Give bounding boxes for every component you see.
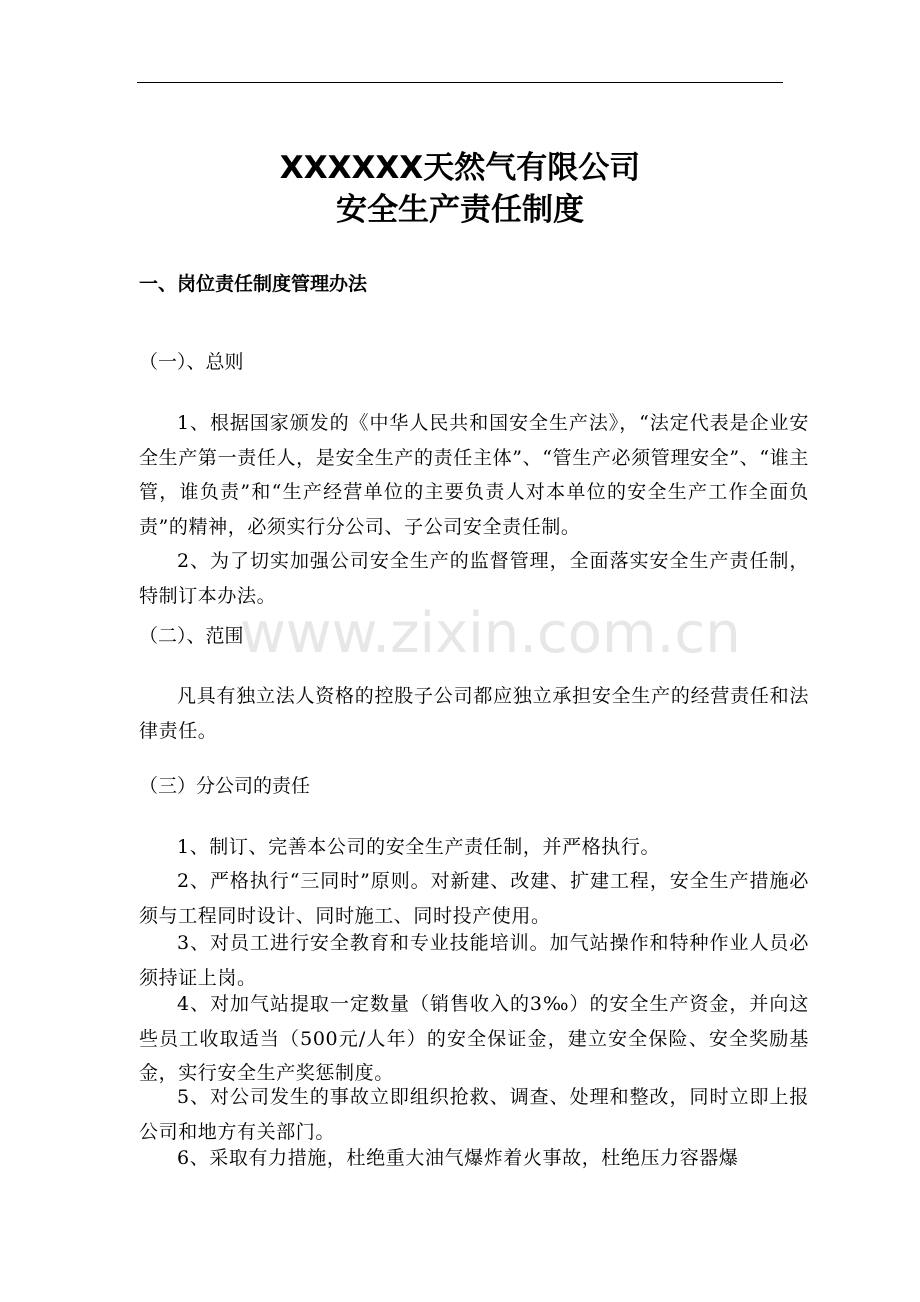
list-item-branch-4: 4、对加气站提取一定数量（销售收入的3‰）的安全生产资金，并向这些员工收取适当（500元/人年）的安全保证金，建立安全保险、安全奖励基金，实行安全生产奖惩制度。: [139, 993, 809, 1084]
document-title-company: XXXXXX天然气有限公司: [279, 150, 641, 186]
paragraph-general-2: 2、为了切实加强公司安全生产的监督管理，全面落实安全生产责任制，特制订本办法。: [139, 550, 809, 607]
section-heading: 一、岗位责任制度管理办法: [139, 273, 368, 295]
subsection-heading-branch: （三）分公司的责任: [139, 775, 311, 797]
list-item-branch-6: 6、采取有力措施，杜绝重大油气爆炸着火事故，杜绝压力容器爆: [177, 1147, 739, 1169]
subsection-heading-general: （一）、总则: [139, 351, 244, 373]
list-item-branch-2: 2、严格执行“三同时”原则。对新建、改建、扩建工程，安全生产措施必须与工程同时设计、同时施工、同时投产使用。: [139, 870, 809, 927]
list-item-branch-3: 3、对员工进行安全教育和专业技能培训。加气站操作和特种作业人员必须持证上岗。: [139, 932, 809, 989]
header-rule: [137, 82, 783, 83]
watermark-text: www.zixin.com.cn: [240, 601, 741, 666]
subsection-heading-scope: （二）、范围: [139, 625, 244, 647]
paragraph-scope-1: 凡具有独立法人资格的控股子公司都应独立承担安全生产的经营责任和法律责任。: [139, 685, 809, 742]
paragraph-general-1: 1、根据国家颁发的《中华人民共和国安全生产法》，“法定代表是企业安全生产第一责任人，是安全生产的责任主体”、“管生产必须管理安全”、“谁主管，谁负责”和“生产经营单位的主要负责人对本单位的安全生产工作全面负责”的精神，必须实行分公司、子公司安全责任制。: [139, 412, 809, 538]
document-title-policy: 安全生产责任制度: [336, 192, 584, 228]
list-item-branch-5: 5、对公司发生的事故立即组织抢救、调查、处理和整改，同时立即上报公司和地方有关部门。: [139, 1086, 809, 1143]
list-item-branch-1: 1、制订、完善本公司的安全生产责任制，并严格执行。: [177, 836, 661, 858]
